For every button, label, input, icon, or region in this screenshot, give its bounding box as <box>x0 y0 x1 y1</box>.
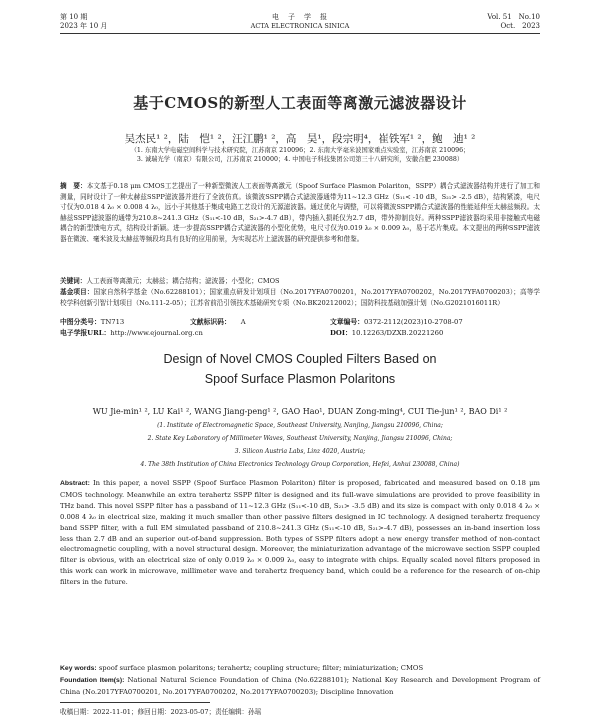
doi-value: 10.12263/DZXB.20221260 <box>351 329 444 337</box>
received-dates: 收稿日期：2022-11-01；修回日期：2023-05-07；责任编辑：孙瑶 <box>60 708 262 716</box>
header-date-cn: 2023 年 10 月 <box>60 22 108 30</box>
authors-en: WU Jie-min¹ ², LU Kai¹ ², WANG Jiang-peng¹ ², GAO Hao¹, DUAN Zong-ming⁴, CUI Tie-jun¹ ², BAO Di¹ ² <box>92 407 508 416</box>
clc-value: TN713 <box>100 318 125 326</box>
title-en-line-2: Spoof Surface Plasmon Polaritons <box>204 372 396 386</box>
title-cn: 基于CMOS的新型人工表面等离激元滤波器设计 <box>133 94 467 112</box>
funding-en-text: National Natural Science Foundation of China (No.62288101); National Key Research and Development Program of China (No.2017YFA0700201, No.2017YFA0700202, No.2017YFA0700203); Discipline Innovation <box>60 676 540 696</box>
keywords-cn-label: 关键词： <box>60 277 87 285</box>
funding-cn <box>60 287 540 308</box>
header-vol-no: Vol. 51 No.10 <box>487 13 540 21</box>
article-number-line <box>330 318 463 327</box>
url-label: 电子学报URL： <box>60 329 111 337</box>
article-number-value: 0372-2112(2023)10-2708-07 <box>363 318 463 326</box>
abstract-cn-text: 本文基于0.18 μm CMOS工艺提出了一种新型微波人工表面等离激元（Spoof Surface Plasmon Polariton，SSPP）耦合式滤波器结构并进行了加工和测量，同时设计了一种太赫兹SSPP滤波器并进行了全波仿真。该微波SSPP耦合式滤波器通带为11~12.3 GHz（S₁₁< -10 dB，S₂₁> -2.5 dB），结构紧凑，电尺寸仅为0.018 4 λ₀ × 0.008 4 λ₀，远小于其他基于集成电路工艺设计的无源滤波器。通过优化与调整，可以将微波SSPP耦合式滤波器的性能延伸至太赫兹频段。太赫兹SSPP滤波器的通带为210.8~241.3 GHz（S₁₁<-10 dB，S₂₁>-4.7 dB），带内插入损耗仅为2.7 dB，带外抑制良好。两种SSPP滤波器均采用非接触式电磁耦合的新型馈电方式，结构设计新颖。进一步提高SSPP耦合式滤波器的小型化优势，电尺寸仅为0.019 λ₀ × 0.009 λ₀，易于芯片集成。本文提出的两种SSPP滤波器在微波、毫米波及太赫兹等频段均具有良好的应用前景，为实现芯片上滤波器的研究提供参考和借鉴。 <box>60 182 541 243</box>
abstract-cn <box>60 181 540 245</box>
authors-cn: 吴杰民¹ ²，陆 恺¹ ²，汪江鹏¹ ²，高 昊¹，段宗明⁴，崔铁军¹ ²，鲍 迪¹ ² <box>124 133 476 145</box>
header-rule <box>60 33 540 34</box>
doi-label: DOI： <box>330 329 352 337</box>
affiliation-cn-1: （1. 东南大学电磁空间科学与技术研究院，江苏南京 210096；2. 东南大学毫米波国家重点实验室，江苏南京 210096； <box>130 147 470 154</box>
funding-cn-label: 基金项目： <box>60 288 94 296</box>
affiliation-en-3: 3. Silicon Austria Labs, Linz 4020, Austria; <box>234 448 366 455</box>
keywords-en <box>60 663 540 675</box>
header-issue-cn: 第 10 期 <box>60 13 88 21</box>
affiliation-en-4: 4. The 38th Institution of China Electronics Technology Group Corporation, Hefei, Anhui 230088, China) <box>140 461 460 468</box>
header-journal-cn: 电 子 学 报 <box>272 13 328 21</box>
title-en-line-1: Design of Novel CMOS Coupled Filters Based on <box>163 352 437 366</box>
keywords-cn <box>60 276 540 287</box>
funding-en-label: Foundation Item(s): <box>60 677 125 684</box>
doc-code-label: 文献标识码： <box>190 318 231 326</box>
funding-cn-text: 国家自然科学基金（No.62288101）；国家重点研发计划项目（No.2017YFA0700201，No.2017YFA0700202，No.2017YFA0700203）；高等学校学科创新引智计划项目（No.111-2-05）；江苏省前沿引领技术基础研究专项（No.BK20212002）；国防科技基础加强计划（No.G2021016011R） <box>60 288 541 307</box>
affiliation-cn-2: 3. 诚瑞光学（南京）有限公司，江苏南京 210000；4. 中国电子科技集团公司第三十八研究所，安徽合肥 230088） <box>136 156 464 163</box>
article-number-label: 文章编号： <box>330 318 364 326</box>
clc-line <box>60 318 124 327</box>
doc-code-line <box>190 318 246 327</box>
affiliation-en-2: 2. State Key Laboratory of Millimeter Waves, Southeast University, Nanjing, Jiangsu 210096, China; <box>147 435 453 442</box>
header-journal-en: ACTA ELECTRONICA SINICA <box>250 22 350 30</box>
footer-rule <box>60 702 210 703</box>
url-link[interactable]: http://www.ejournal.org.cn <box>110 329 203 337</box>
abstract-en-text: In this paper, a novel SSPP (Spoof Surface Plasmon Polariton) filter is proposed, fabricated and measured based on 0.18 μm CMOS technology. Meanwhile an extra terahertz SSPP filter is designed and its full-wave simulations are provided to prove feasibility in THz band. This novel SSPP filter has a passband of 11~12.3 GHz (S₁₁<-10 dB, S₂₁> -3.5 dB) and its size is compact with only 0.018 4 λ₀ × 0.008 4 λ₀ in electrical size, making it much smaller than other passive filters designed in IC technology. A designed terahertz frequency band SSPP filter, with a full EM simulated passband of 210.8~241.3 GHz (S₁₁<-10 dB, S₂₁>-4.7 dB), possesses an in-band insertion loss less than 2.7 dB and an superior out-of-band suppression. Both types of SSPP filters adopt a new energy transfer method of non-contact electromagnetic coupling, with a novel structural design. Moreover, the miniaturization advantage of the microwave section SSPP coupled filter is obvious, with an electrical size of only 0.019 λ₀ × 0.009 λ₀, easy to integrate with chips. Equally scaled novel filters proposed in this work can work in microwave, millimeter wave and terahertz frequency band, which could be a reference for the research of on-chip filters in the future. <box>60 479 540 587</box>
clc-label: 中图分类号： <box>60 318 101 326</box>
doc-code-value: A <box>240 318 246 326</box>
url-line <box>60 329 203 338</box>
abstract-en <box>60 478 540 588</box>
funding-en <box>60 675 540 698</box>
keywords-en-text: spoof surface plasmon polaritons; terahertz; coupling structure; filter; miniaturization; CMOS <box>98 664 424 672</box>
abstract-en-label: Abstract: <box>60 480 90 487</box>
keywords-en-label: Key words: <box>60 665 97 672</box>
affiliation-en-1: (1. Institute of Electromagnetic Space, Southeast University, Nanjing, Jiangsu 210096, China; <box>157 422 443 429</box>
doi-line <box>330 329 443 338</box>
header-date-en: Oct. 2023 <box>500 22 540 30</box>
abstract-cn-label: 摘 要： <box>60 182 87 190</box>
keywords-cn-text: 人工表面等离激元；太赫兹；耦合结构；滤波器；小型化；CMOS <box>86 277 280 285</box>
